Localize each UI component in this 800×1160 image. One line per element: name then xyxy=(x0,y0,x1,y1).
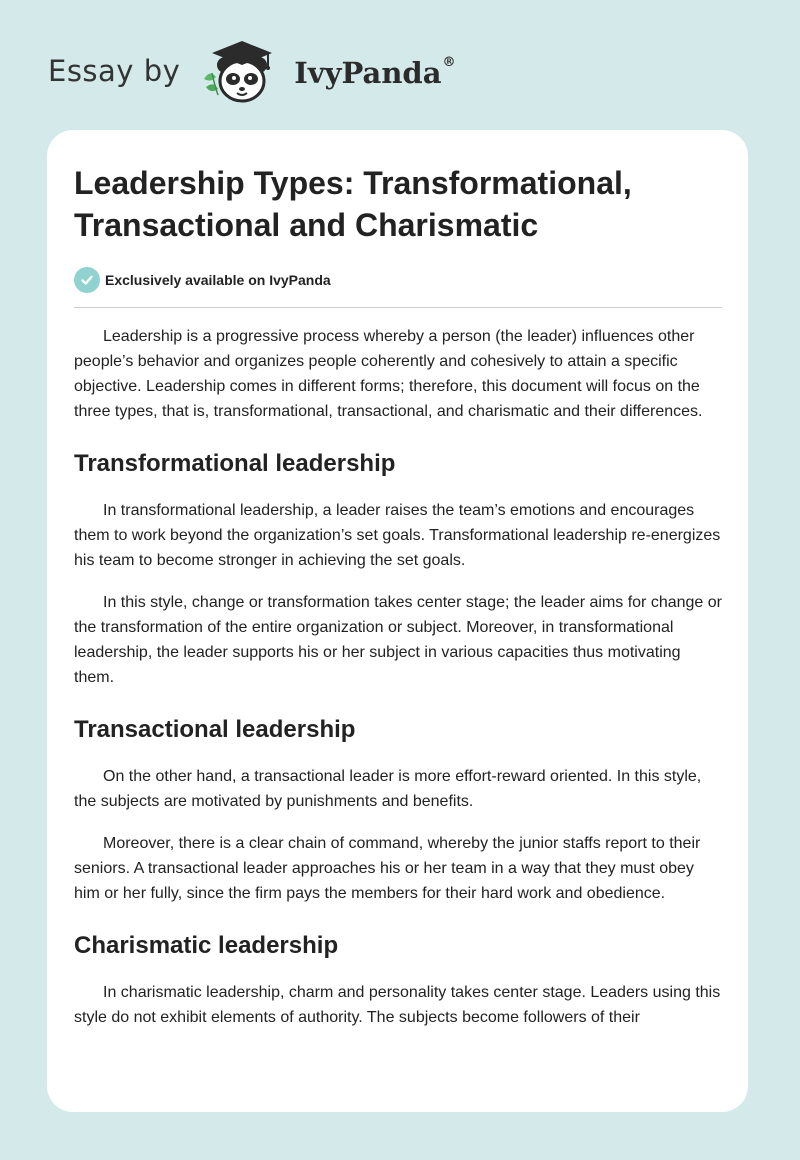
essay-by-label: Essay by xyxy=(48,54,181,88)
site-header xyxy=(48,36,456,106)
section-heading-charismatic: Charismatic leadership xyxy=(74,932,339,959)
paragraph: In this style, change or transformation takes center stage; the leader aims for change or the transformation of the entire organization or subject. Moreover, in transformational leadership, the leader supports his or her subject in various capacities thus motivating them. xyxy=(74,594,722,686)
divider xyxy=(74,307,722,308)
paragraph: In charismatic leadership, charm and personality takes center stage. Leaders using this style do not exhibit elements of authority. The subjects become followers of their xyxy=(74,984,721,1026)
exclusive-badge xyxy=(74,266,722,294)
check-icon xyxy=(74,267,100,293)
section-heading-transformational: Transformational leadership xyxy=(74,450,396,477)
intro-paragraph: Leadership is a progressive process whereby a person (the leader) influences other people’s behavior and organizes people coherently and cohesively to attain a specific objective. Leadership comes in different forms; therefore, this document will focus on the three types, that is, transformational, transactional, and charismatic and their differences. xyxy=(74,328,703,420)
page-title: Leadership Types: Transformational, Transactional and Charismatic xyxy=(74,165,632,243)
essay-card xyxy=(47,130,748,1112)
panda-graduate-logo-icon[interactable] xyxy=(198,35,288,107)
exclusive-label: Exclusively available on IvyPanda xyxy=(105,272,331,288)
paragraph: On the other hand, a transactional leader is more effort-reward oriented. In this style, the subjects are motivated by punishments and benefits. xyxy=(74,768,702,810)
section-heading-transactional: Transactional leadership xyxy=(74,716,356,743)
brand-name[interactable]: IvyPanda® xyxy=(294,55,456,90)
paragraph: Moreover, there is a clear chain of command, whereby the junior staffs report to their seniors. A transactional leader approaches his or her team in a way that they must obey him or her fully, since the firm pays the members for their hard work and obedience. xyxy=(74,835,701,902)
paragraph: In transformational leadership, a leader raises the team’s emotions and encourages them to work beyond the organization’s set goals. Transformational leadership re-energizes his team to become stronger in achieving the set goals. xyxy=(74,502,721,569)
